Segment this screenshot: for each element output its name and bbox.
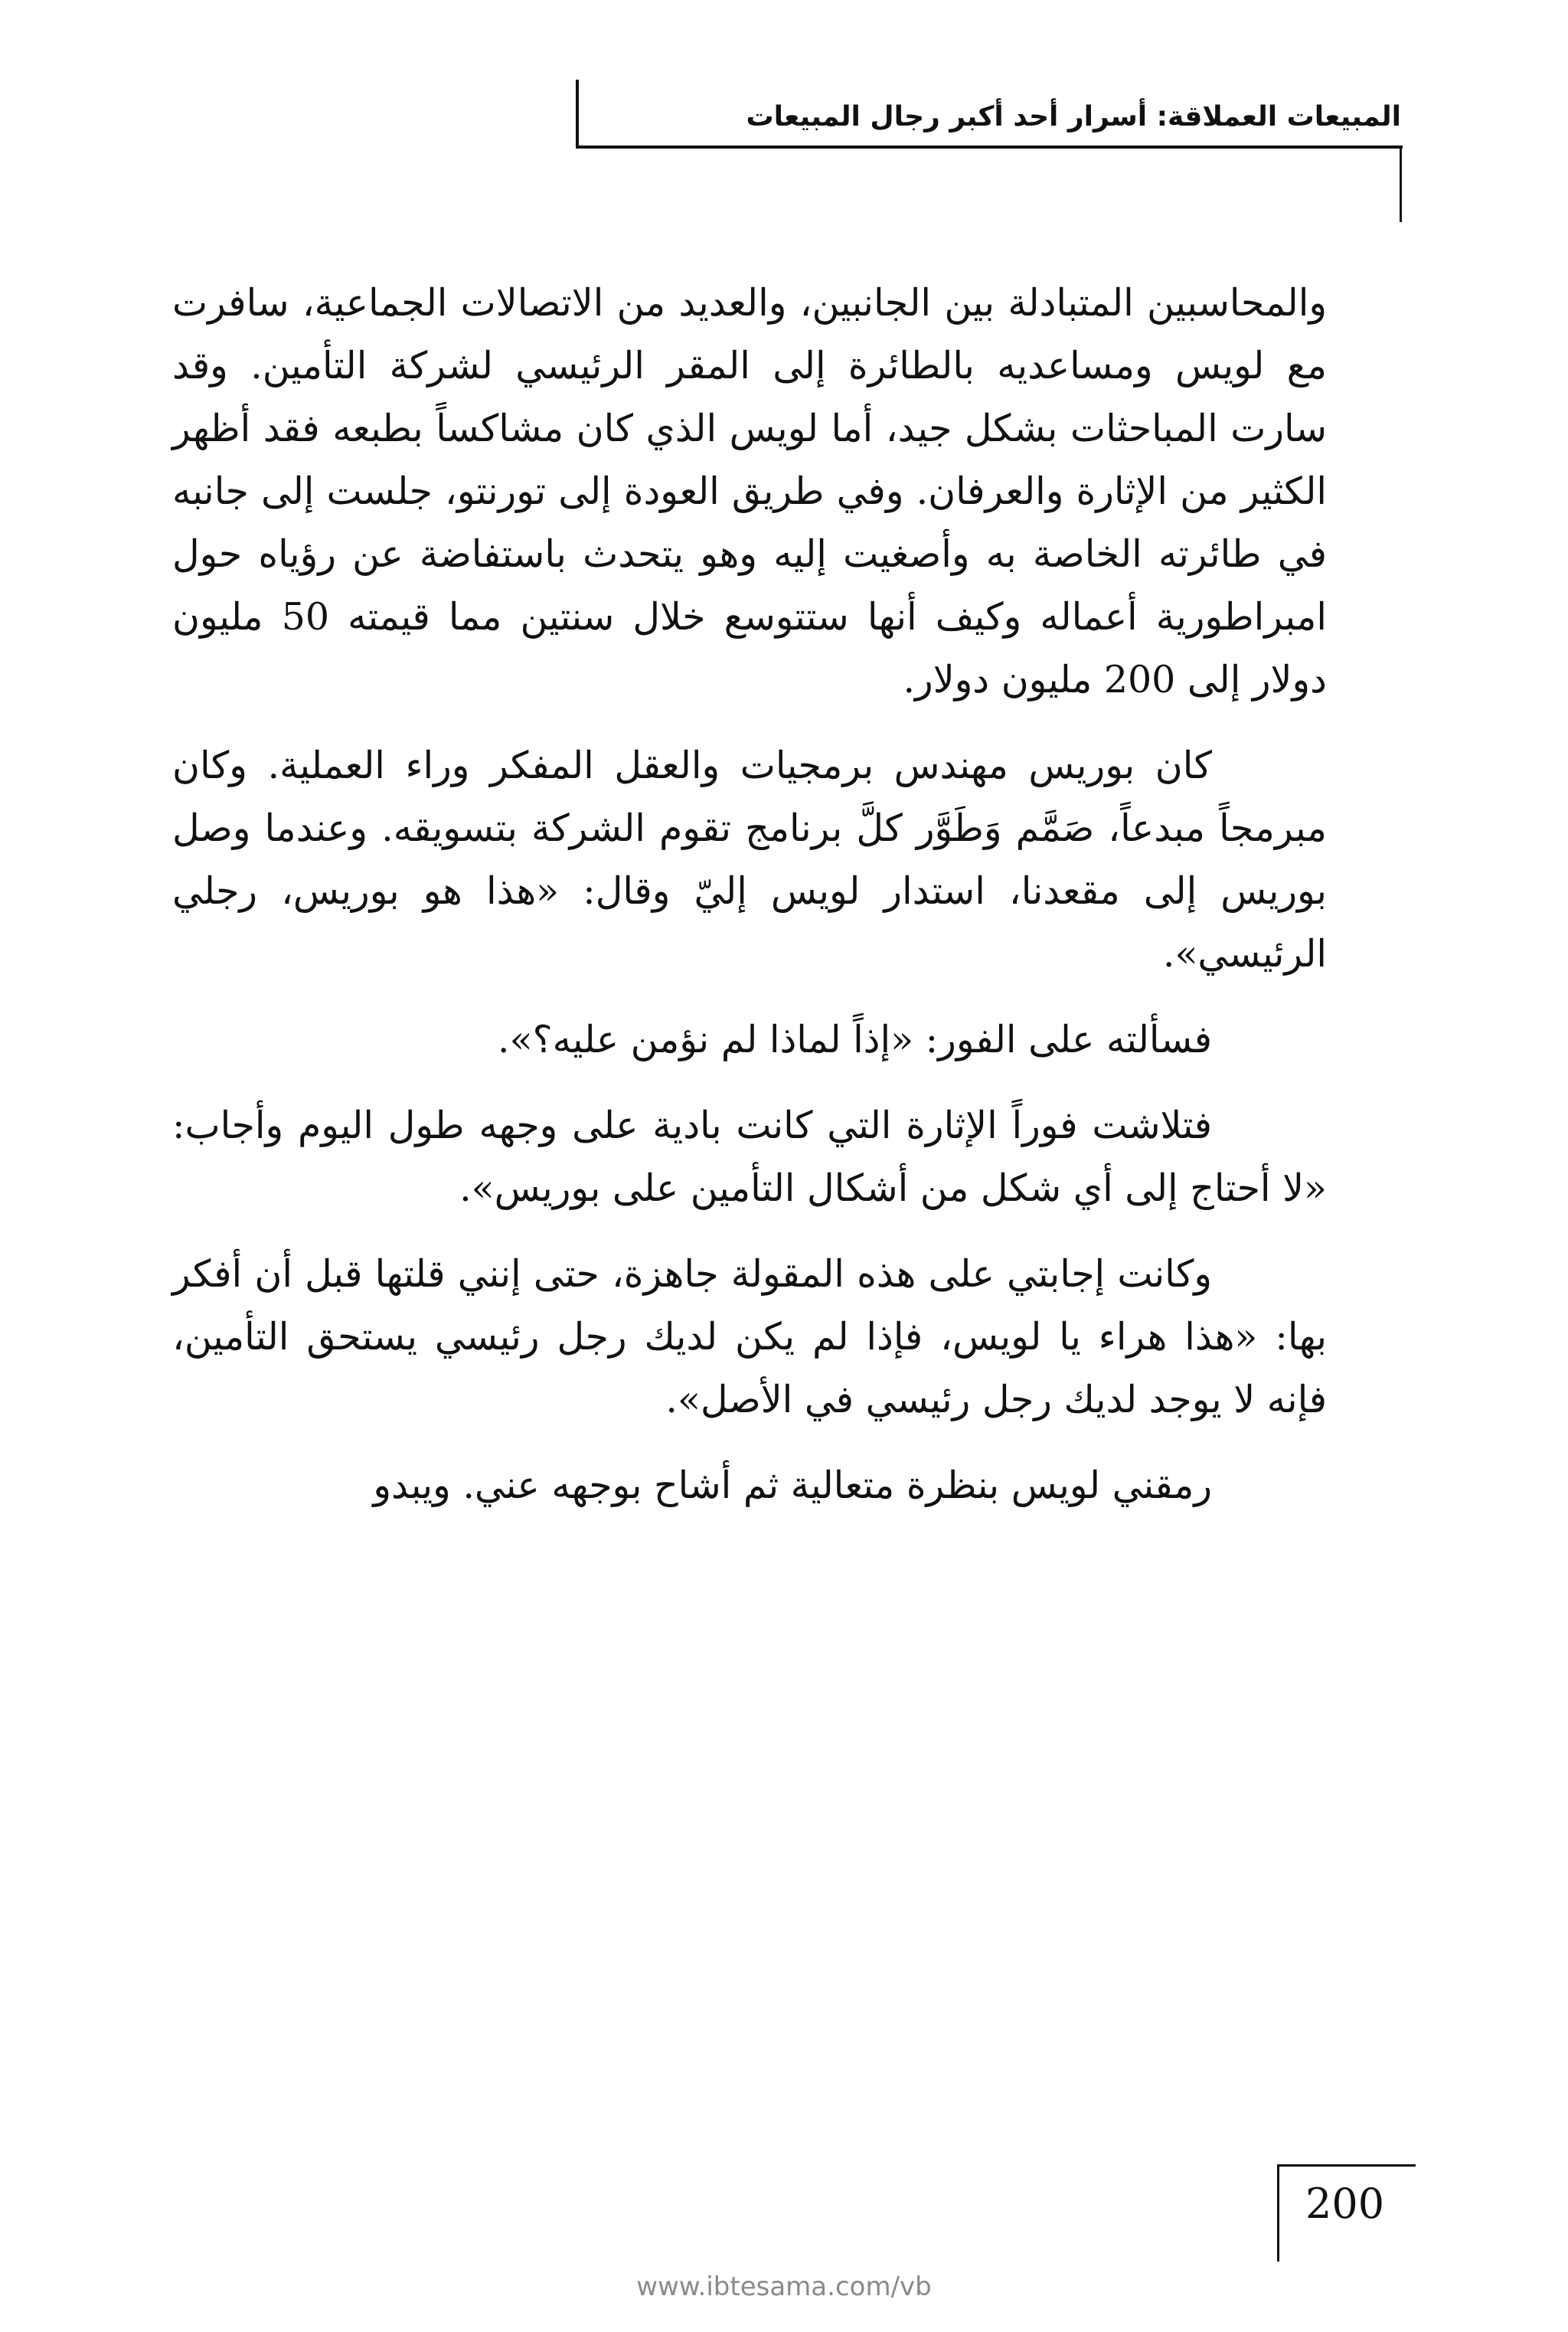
page-body — [172, 272, 1327, 1540]
paragraph-1: والمحاسبين المتبادلة بين الجانبين، والعديد من الاتصالات الجماعية، سافرت مع لويس ومساعديه بالطائرة إلى المقر الرئيسي لشركة التأمين. وقد سارت المباحثات بشكل جيد، أما لويس الذي كان مشاكساً بطبعه فقد أظهر الكثير من الإثارة والعرفان. وفي طريق العودة إلى تورنتو، جلست إلى جانبه في طائرته الخاصة به وأصغيت إليه وهو يتحدث باستفاضة عن رؤياه حول امبراطورية أعماله وكيف أنها ستتوسع خلال سنتين مما قيمته 50 مليون دولار إلى 200 مليون دولار. — [172, 281, 1327, 702]
page-number: 200 — [1305, 2180, 1385, 2228]
watermark-url: www.ibtesama.com/vb — [636, 2271, 932, 2302]
paragraph-3: فسألته على الفور: «إذاً لماذا لم نؤمن عليه؟». — [498, 1018, 1212, 1061]
paragraph-4: فتلاشت فوراً الإثارة التي كانت بادية على وجهه طول اليوم وأجاب: «لا أحتاج إلى أي شكل من أشكال التأمين على بوريس». — [172, 1104, 1327, 1210]
header-left-rule — [576, 80, 579, 149]
paragraph-6: رمقني لويس بنظرة متعالية ثم أشاح بوجهه عني. ويبدو — [373, 1464, 1212, 1507]
header-bottom-rule — [576, 146, 1403, 149]
header-right-rule — [1400, 146, 1402, 222]
paragraph-5: وكانت إجابتي على هذه المقولة جاهزة، حتى إنني قلتها قبل أن أفكر بها: «هذا هراء يا لويس، فإذا لم يكن لديك رجل رئيسي يستحق التأمين، فإنه لا يوجد لديك رجل رئيسي في الأصل». — [172, 1252, 1327, 1421]
running-header-title: المبيعات العملاقة: أسرار أحد أكبر رجال المبيعات — [746, 101, 1401, 132]
paragraph-2: كان بوريس مهندس برمجيات والعقل المفكر وراء العملية. وكان مبرمجاً مبدعاً، صَمَّم وَطَوَّر كلَّ برنامج تقوم الشركة بتسويقه. وعندما وصل بوريس إلى مقعدنا، استدار لويس إليّ وقال: «هذا هو بوريس، رجلي الرئيسي». — [172, 744, 1327, 976]
